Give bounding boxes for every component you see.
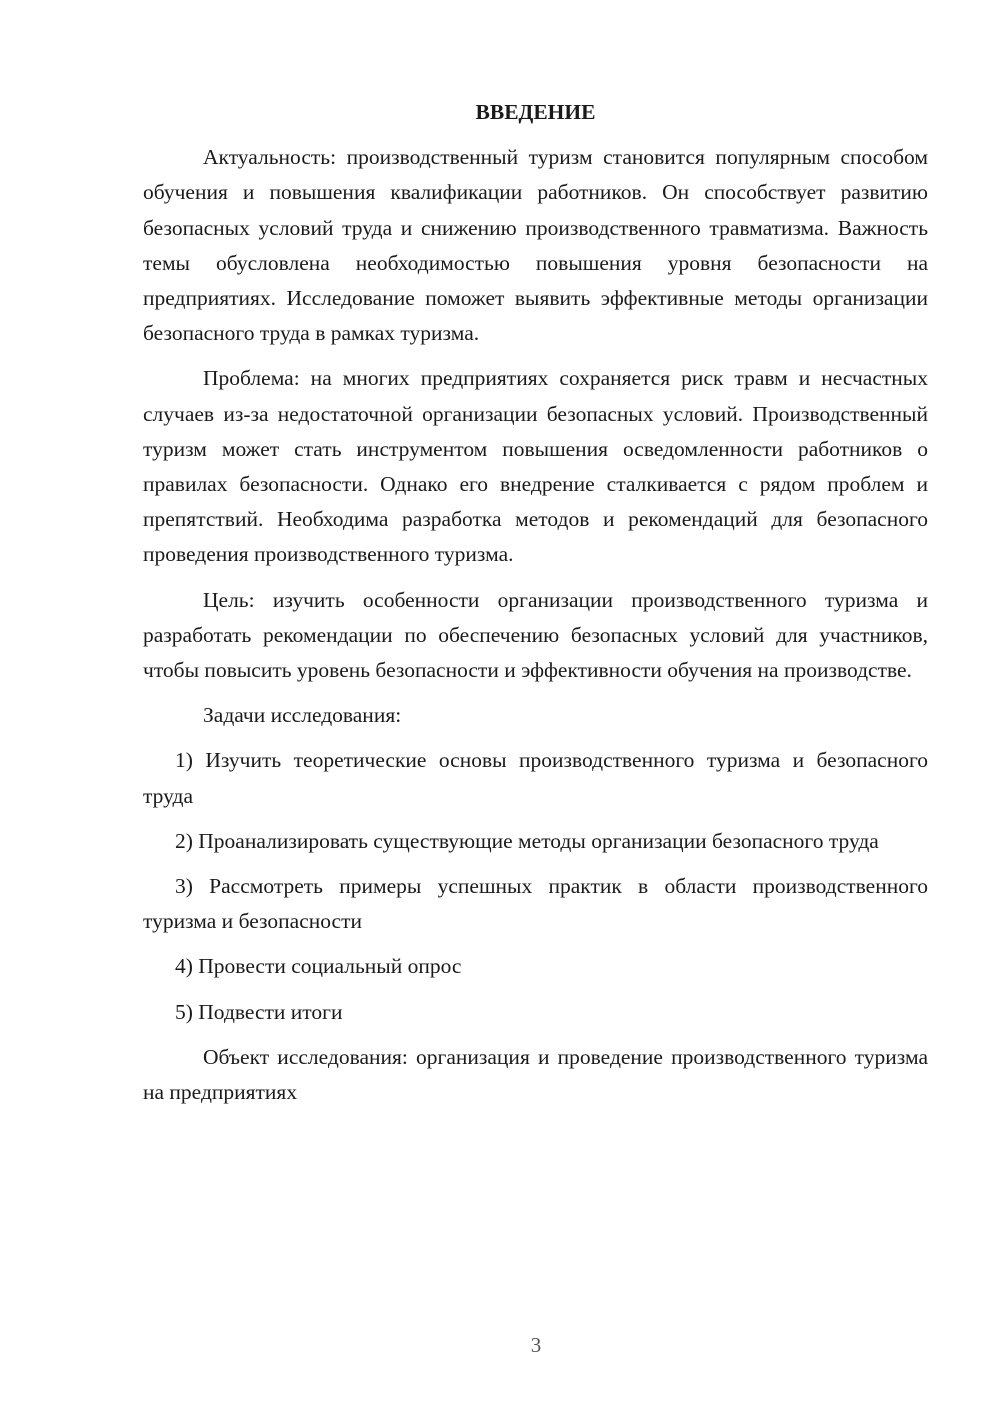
- section-title: ВВЕДЕНИЕ: [475, 100, 596, 124]
- task-item-4: 4) Провести социальный опрос: [175, 954, 462, 979]
- page-content: [143, 95, 928, 1120]
- paragraph-goal: Цель: изучить особенности организации производственного туризма и разработать рекомендации по обеспечению безопасных условий для участников, чтобы повысить уровень безопасности и эффективности обучения на производстве.: [143, 587, 928, 683]
- task-item-2: 2) Проанализировать существующие методы организации безопасного труда: [175, 828, 879, 853]
- paragraph-problem: Проблема: на многих предприятиях сохраняется риск травм и несчастных случаев из-за недостаточной организации безопасных условий. Производственный туризм может стать инструментом повышения осведомленности работников о правилах безопасности. Однако его внедрение сталкивается с рядом проблем и препятствий. Необходима разработка методов и рекомендаций для безопасного проведения производственного туризма.: [143, 366, 928, 567]
- paragraph-relevance: Актуальность: производственный туризм становится популярным способом обучения и повышения квалификации работников. Он способствует развитию безопасных условий труда и снижению производственного травматизма. Важность темы обусловлена необходимостью повышения уровня безопасности на предприятиях. Исследование поможет выявить эффективные методы организации безопасного труда в рамках туризма.: [143, 145, 928, 346]
- tasks-heading: Задачи исследования:: [203, 703, 402, 728]
- task-item-5: 5) Подвести итоги: [175, 999, 343, 1024]
- page-number: 3: [530, 1333, 542, 1357]
- paragraph-object: Объект исследования: организация и проведение производственного туризма на предприятиях: [143, 1044, 928, 1105]
- task-item-3: 3) Рассмотреть примеры успешных практик в области производственного туризма и безопасности: [143, 874, 928, 934]
- task-item-1: 1) Изучить теоретические основы производственного туризма и безопасного труда: [143, 748, 928, 808]
